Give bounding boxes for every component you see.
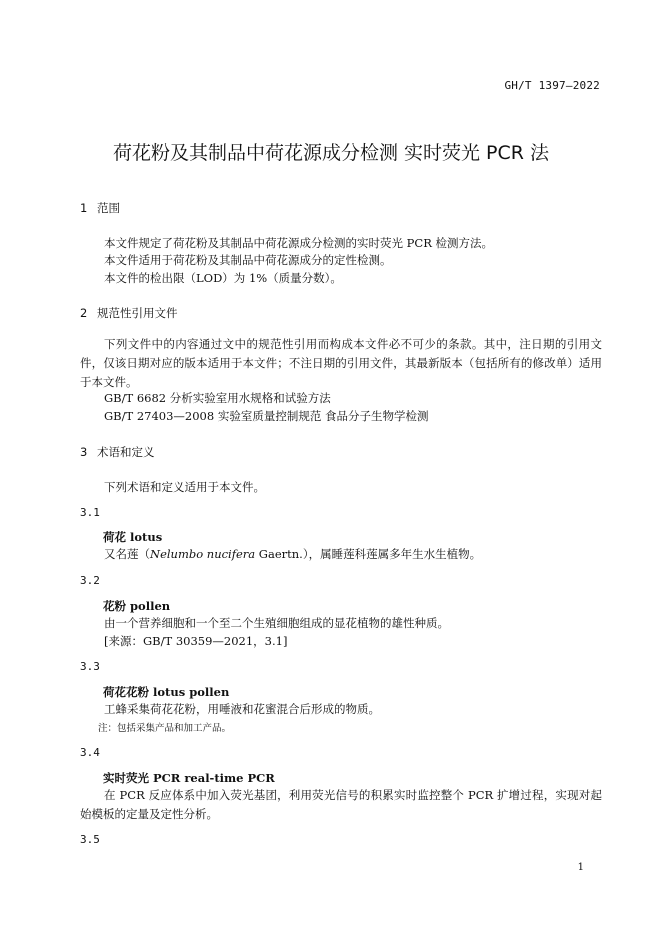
section-number: 1 [80, 201, 88, 215]
section-title: 术语和定义 [97, 445, 155, 459]
section-title: 范围 [97, 201, 120, 215]
term-note: 注：包括采集产品和加工产品。 [98, 723, 232, 734]
term-source: [来源：GB/T 30359—2021，3.1] [104, 634, 288, 648]
term-title: 荷花花粉 lotus pollen [103, 685, 230, 699]
scope-line: 本文件规定了荷花粉及其制品中荷花源成分检测的实时荧光 PCR 检测方法。 [104, 236, 494, 250]
term-definition: 在 PCR 反应体系中加入荧光基团，利用荧光信号的积累实时监控整个 PCR 扩增过程，实现对起始模板的定量及定性分析。 [80, 788, 602, 821]
reference-item: GB/T 27403—2008 实验室质量控制规范 食品分子生物学检测 [104, 409, 429, 423]
term-number: 3.5 [80, 833, 100, 846]
term-number: 3.1 [80, 506, 100, 519]
term-definition: 又名莲（Nelumbo nucifera Gaertn.），属睡莲科莲属多年生水生植物。 [104, 547, 482, 561]
term-definition: 工蜂采集荷花花粉，用唾液和花蜜混合后形成的物质。 [104, 702, 380, 716]
scope-line: 本文件的检出限（LOD）为 1%（质量分数）。 [104, 271, 342, 285]
term-title: 荷花 lotus [103, 530, 163, 544]
page-number: 1 [577, 862, 584, 873]
section-number: 3 [80, 445, 88, 459]
section-3-heading [80, 444, 155, 460]
section-number: 2 [80, 306, 88, 320]
reference-item: GB/T 6682 分析实验室用水规格和试验方法 [104, 391, 331, 405]
standard-code: GH/T 1397—2022 [504, 79, 600, 92]
term-number: 3.4 [80, 746, 100, 759]
terms-intro: 下列术语和定义适用于本文件。 [104, 480, 265, 494]
normative-references-paragraph: 下列文件中的内容通过文中的规范性引用而构成本文件必不可少的条款。其中，注日期的引用文件，仅该日期对应的版本适用于本文件；不注日期的引用文件，其最新版本（包括所有的修改单）适用于本文件。 [80, 337, 602, 389]
section-title: 规范性引用文件 [97, 306, 178, 320]
term-definition: 由一个营养细胞和一个至二个生殖细胞组成的显花植物的雄性种质。 [104, 616, 449, 630]
term-number: 3.3 [80, 660, 100, 673]
scope-line: 本文件适用于荷花粉及其制品中荷花源成分的定性检测。 [104, 253, 392, 267]
section-2-heading [80, 305, 178, 321]
document-title: 荷花粉及其制品中荷花源成分检测 实时荧光 PCR 法 [112, 142, 550, 164]
term-title: 花粉 pollen [103, 599, 171, 613]
section-1-heading [80, 200, 120, 216]
term-number: 3.2 [80, 574, 100, 587]
term-title: 实时荧光 PCR real-time PCR [103, 771, 275, 785]
scientific-name: Nelumbo nucifera [150, 547, 256, 561]
